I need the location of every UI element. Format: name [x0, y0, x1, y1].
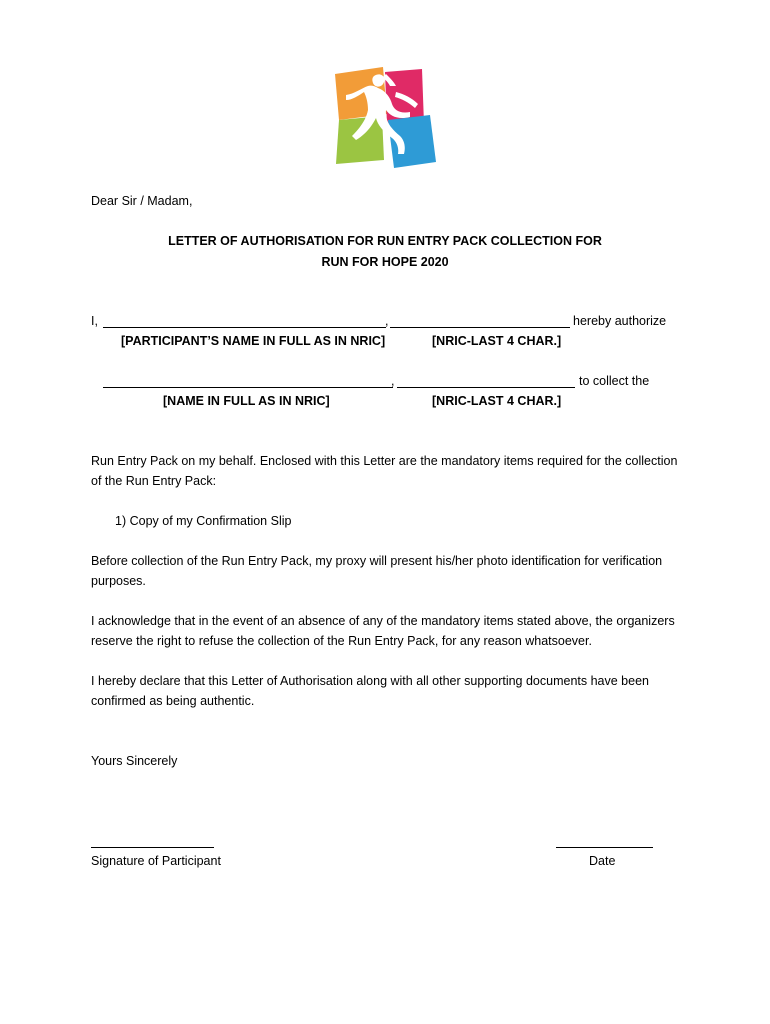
proxy-name-caption: [NAME IN FULL AS IN NRIC] [163, 394, 330, 408]
row1-suffix: hereby authorize [573, 314, 667, 328]
date-blank[interactable] [556, 847, 653, 848]
signature-label: Signature of Participant [91, 854, 221, 868]
proxy-nric-caption: [NRIC-LAST 4 CHAR.] [432, 394, 562, 408]
participant-signature-blank[interactable] [91, 847, 214, 848]
mandatory-item-1: 1) Copy of my Confirmation Slip [115, 514, 292, 528]
body-paragraph-1: Run Entry Pack on my behalf. Enclosed with this Letter are the mandatory items required for the collection of the Run Entry Pack: [91, 454, 678, 488]
letter-title-line-2: RUN FOR HOPE 2020 [321, 255, 449, 269]
participant-nric-caption: [NRIC-LAST 4 CHAR.] [432, 334, 562, 348]
row2-comma: , [391, 374, 395, 388]
runner-logo-icon [330, 62, 440, 172]
date-label: Date [589, 854, 616, 868]
body-paragraph-4: I hereby declare that this Letter of Authorisation along with all other supporting documents have been confirmed as being authentic. [91, 674, 649, 708]
proxy-nric-blank[interactable] [397, 387, 575, 388]
closing: Yours Sincerely [91, 754, 178, 768]
row1-prefix: I, [91, 314, 98, 328]
row1-comma: , [385, 314, 389, 328]
participant-name-blank[interactable] [103, 327, 386, 328]
row2-suffix: to collect the [579, 374, 650, 388]
proxy-name-blank[interactable] [103, 387, 393, 388]
body-paragraph-2: Before collection of the Run Entry Pack, my proxy will present his/her photo identification for verification purposes. [91, 554, 663, 588]
salutation: Dear Sir / Madam, [91, 194, 193, 208]
participant-name-caption: [PARTICIPANT’S NAME IN FULL AS IN NRIC] [121, 334, 386, 348]
body-paragraph-3: I acknowledge that in the event of an absence of any of the mandatory items stated above, the organizers reserve the right to refuse the collection of the Run Entry Pack, for any reason whatsoever. [91, 614, 675, 648]
participant-nric-blank[interactable] [390, 327, 570, 328]
letter-title-line-1: LETTER OF AUTHORISATION FOR RUN ENTRY PACK COLLECTION FOR [168, 234, 602, 248]
